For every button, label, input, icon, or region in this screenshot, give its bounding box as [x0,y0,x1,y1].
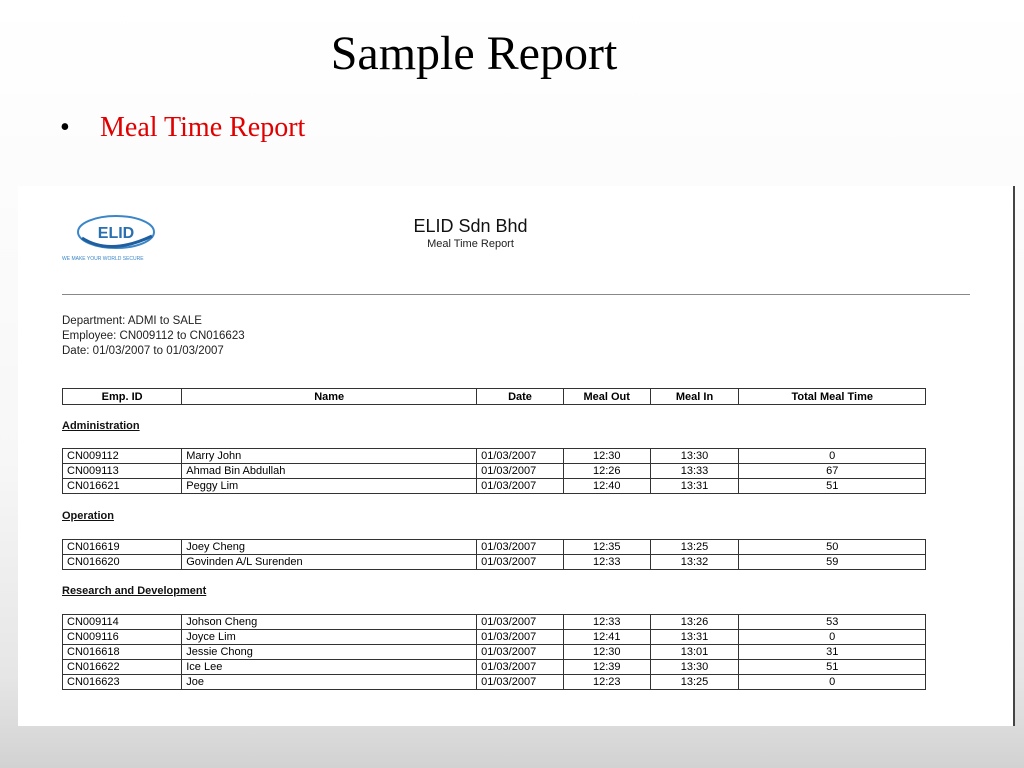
cell-date: 01/03/2007 [477,615,564,630]
cell-meal-in: 13:30 [650,660,739,675]
bullet-text: Meal Time Report [100,112,306,143]
cell-meal-in: 13:31 [650,479,739,494]
cell-emp-id: CN009114 [63,615,182,630]
cell-meal-out: 12:35 [563,540,650,555]
cell-meal-in: 13:01 [650,645,739,660]
filter-date: Date: 01/03/2007 to 01/03/2007 [62,345,224,357]
cell-name: Joe [182,675,477,690]
cell-meal-in: 13:33 [650,464,739,479]
table-row [63,555,926,570]
cell-meal-out: 12:40 [563,479,650,494]
table-row [63,449,926,464]
cell-name: Peggy Lim [182,479,477,494]
cell-meal-in: 13:32 [650,555,739,570]
cell-date: 01/03/2007 [477,464,564,479]
cell-meal-out: 12:33 [563,615,650,630]
cell-name: Johson Cheng [182,615,477,630]
cell-emp-id: CN009112 [63,449,182,464]
table-row [63,615,926,630]
cell-emp-id: CN009116 [63,630,182,645]
cell-name: Joey Cheng [182,540,477,555]
cell-date: 01/03/2007 [477,675,564,690]
col-emp-id: Emp. ID [63,389,182,405]
cell-meal-out: 12:30 [563,449,650,464]
report-subtitle: Meal Time Report [427,238,514,250]
cell-emp-id: CN016619 [63,540,182,555]
col-meal-out: Meal Out [563,389,650,405]
cell-emp-id: CN016621 [63,479,182,494]
cell-total: 53 [739,615,926,630]
cell-name: Marry John [182,449,477,464]
cell-meal-in: 13:25 [650,540,739,555]
group-title-administration: Administration [62,420,140,432]
cell-emp-id: CN016623 [63,675,182,690]
cell-name: Jessie Chong [182,645,477,660]
cell-meal-out: 12:26 [563,464,650,479]
bullet-glyph: • [60,112,70,143]
table-row [63,645,926,660]
logo-tagline: WE MAKE YOUR WORLD SECURE [62,256,144,262]
cell-meal-in: 13:25 [650,675,739,690]
logo-text: ELID [97,225,135,242]
table-row [63,540,926,555]
group-table-research-and-development [62,614,926,690]
cell-meal-in: 13:26 [650,615,739,630]
cell-total: 0 [739,675,926,690]
cell-date: 01/03/2007 [477,630,564,645]
cell-date: 01/03/2007 [477,555,564,570]
bullet-item [60,112,305,144]
col-total-meal-time: Total Meal Time [739,389,926,405]
header-divider [62,294,970,295]
cell-total: 0 [739,449,926,464]
cell-name: Joyce Lim [182,630,477,645]
cell-date: 01/03/2007 [477,540,564,555]
cell-date: 01/03/2007 [477,660,564,675]
table-row [63,464,926,479]
cell-meal-out: 12:39 [563,660,650,675]
report-filters [62,314,245,359]
group-table-operation [62,539,926,570]
cell-total: 50 [739,540,926,555]
column-header-row [63,389,926,405]
filter-department: Department: ADMI to SALE [62,315,202,327]
report-page [18,186,1015,726]
filter-employee: Employee: CN009112 to CN016623 [62,330,245,342]
table-row [63,630,926,645]
cell-date: 01/03/2007 [477,449,564,464]
table-row [63,660,926,675]
cell-emp-id: CN016618 [63,645,182,660]
cell-emp-id: CN016620 [63,555,182,570]
slide-title: Sample Report [330,27,618,80]
cell-total: 59 [739,555,926,570]
cell-meal-out: 12:33 [563,555,650,570]
group-table-administration [62,448,926,494]
cell-emp-id: CN016622 [63,660,182,675]
cell-name: Ice Lee [182,660,477,675]
cell-total: 51 [739,660,926,675]
cell-name: Ahmad Bin Abdullah [182,464,477,479]
column-header-table [62,388,926,405]
cell-total: 67 [739,464,926,479]
group-title-operation: Operation [62,510,114,522]
table-row [63,675,926,690]
cell-emp-id: CN009113 [63,464,182,479]
col-name: Name [182,389,477,405]
cell-meal-in: 13:30 [650,449,739,464]
cell-date: 01/03/2007 [477,645,564,660]
group-title-research-and-development: Research and Development [62,585,207,597]
cell-meal-in: 13:31 [650,630,739,645]
cell-meal-out: 12:30 [563,645,650,660]
cell-date: 01/03/2007 [477,479,564,494]
table-row [63,479,926,494]
cell-total: 31 [739,645,926,660]
cell-meal-out: 12:41 [563,630,650,645]
company-name: ELID Sdn Bhd [413,216,528,236]
cell-total: 51 [739,479,926,494]
col-meal-in: Meal In [650,389,739,405]
cell-meal-out: 12:23 [563,675,650,690]
cell-name: Govinden A/L Surenden [182,555,477,570]
cell-total: 0 [739,630,926,645]
col-date: Date [477,389,564,405]
